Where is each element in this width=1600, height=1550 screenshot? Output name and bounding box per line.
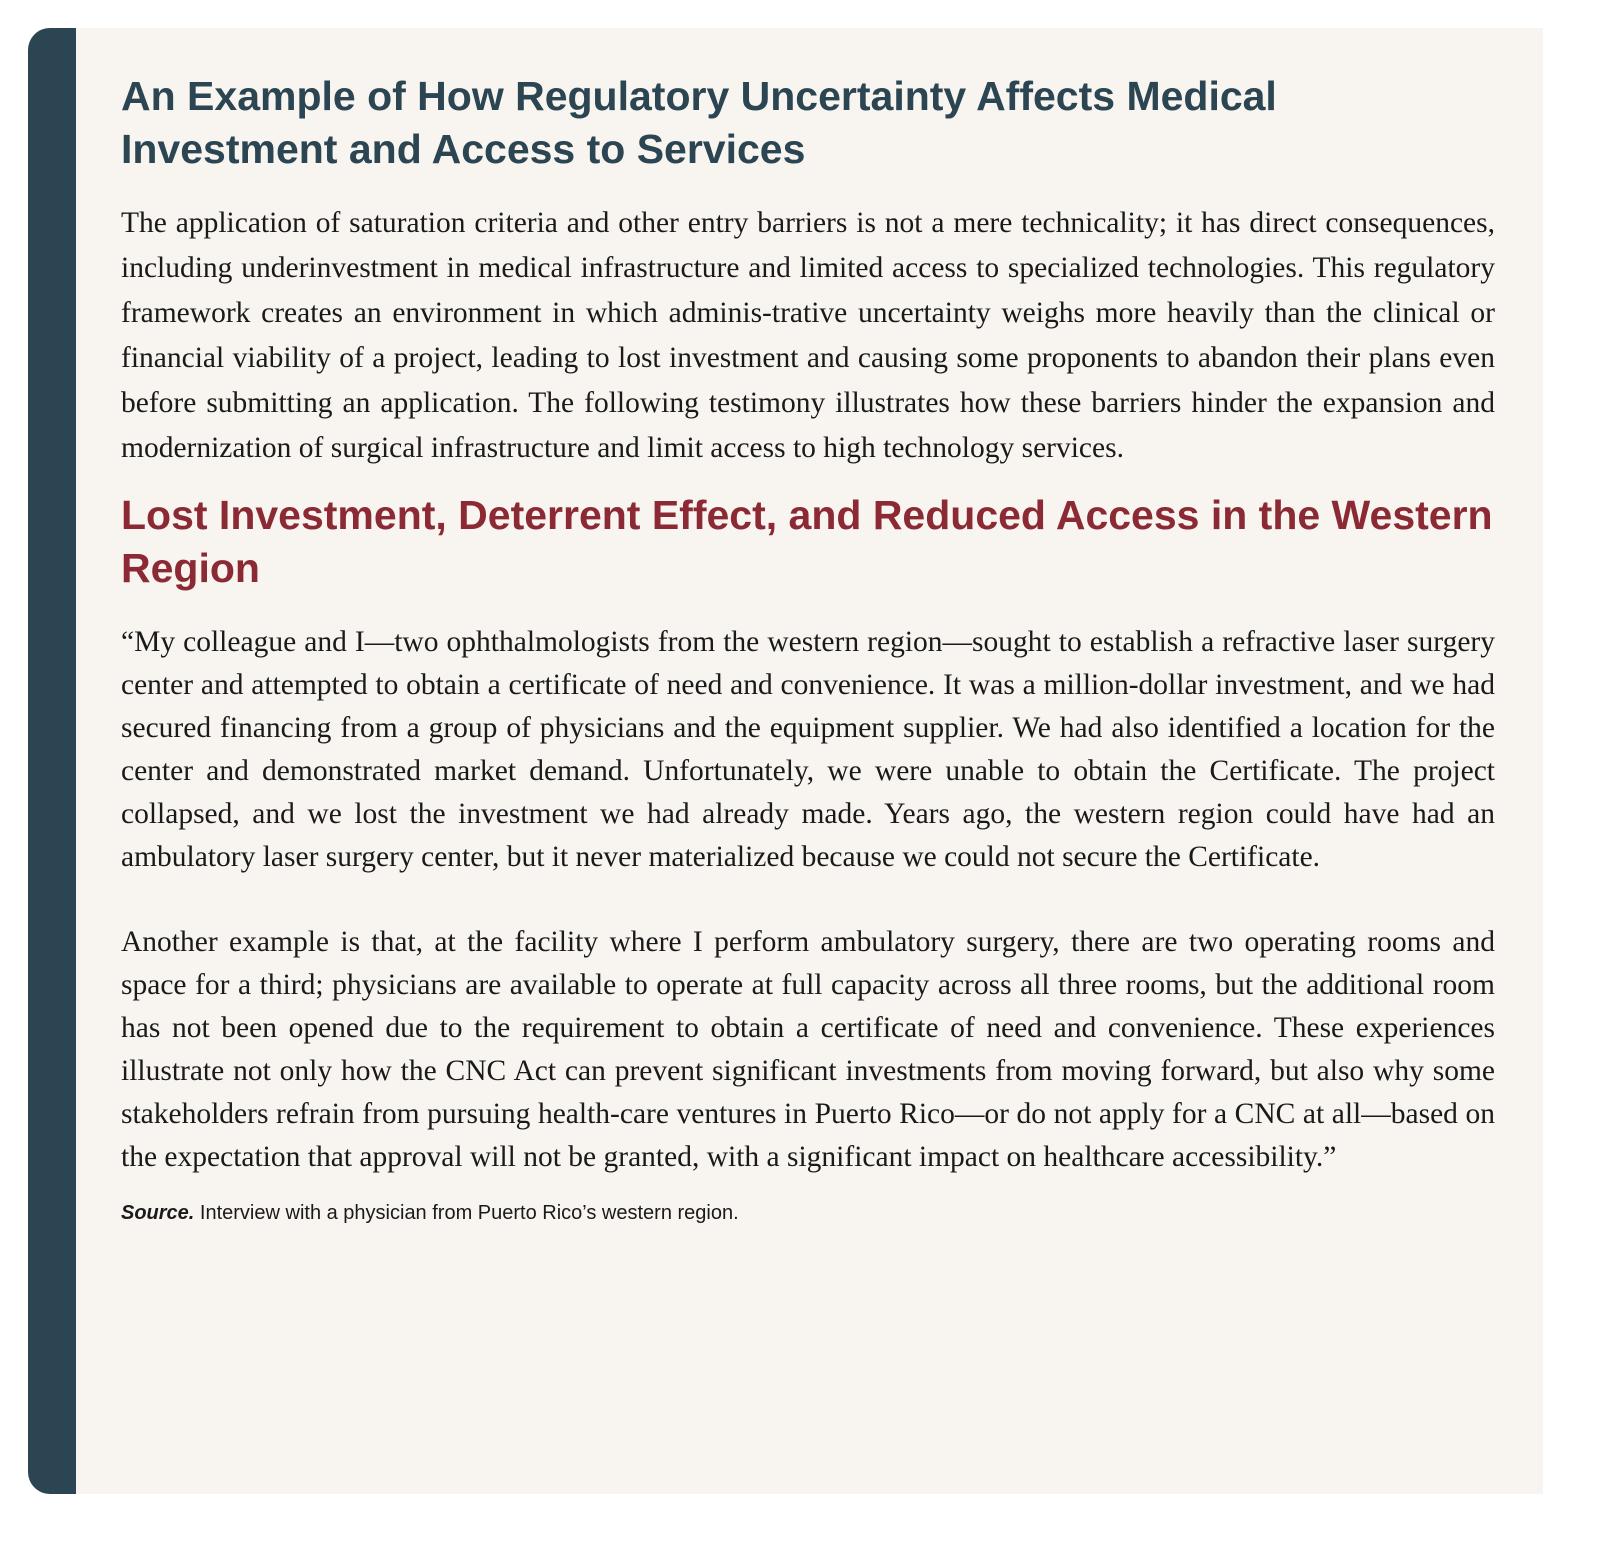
accent-bar — [28, 28, 76, 1494]
source-text: Interview with a physician from Puerto Rico’s western region. — [194, 1202, 739, 1224]
box-title: An Example of How Regulatory Uncertainty Affects Medical Investment and Access to Services — [121, 73, 1277, 172]
section-subtitle: Lost Investment, Deterrent Effect, and Reduced Access in the Western Region — [121, 492, 1493, 591]
callout-content — [121, 70, 1495, 1227]
testimony-paragraph-1: “My colleague and I—two ophthalmologists from the western region—sought to establish a refractive laser surgery center and attempted to obtain a certificate of need and convenience. It was a million-dollar investment, and we had secured financing from a group of physicians and the equipment supplier. We had also identified a location for the center and demonstrated market demand. Unfortunately, we were unable to obtain the Certificate. The project collapsed, and we lost the investment we had already made. Years ago, the western region could have had an ambulatory laser surgery center, but it never materialized because we could not secure the Certificate. — [121, 626, 1495, 873]
source-label: Source. — [121, 1202, 195, 1224]
intro-paragraph: The application of saturation criteria and other entry barriers is not a mere technicality; it has direct consequences, including underinvestment in medical infrastructure and limited access to specialized technologies. This regulatory framework creates an environment in which adminis-trative uncertainty weighs more heavily than the clinical or financial viability of a project, leading to lost investment and causing some proponents to abandon their plans even before submitting an application. The following testimony illustrates how these barriers hinder the expansion and modernization of surgical infrastructure and limit access to high technology services. — [121, 207, 1495, 464]
callout-box — [28, 28, 1543, 1494]
testimony-paragraph-2: Another example is that, at the facility where I perform ambulatory surgery, there are two operating rooms and space for a third; physicians are available to operate at full capacity across all three rooms, but the additional room has not been opened due to the requirement to obtain a certificate of need and convenience. These experiences illustrate not only how the CNC Act can prevent significant investments from moving forward, but also why some stakeholders refrain from pursuing health-care ventures in Puerto Rico—or do not apply for a CNC at all—based on the expectation that approval will not be granted, with a significant impact on healthcare accessibility.” — [121, 926, 1495, 1173]
source-note — [121, 1199, 1495, 1227]
